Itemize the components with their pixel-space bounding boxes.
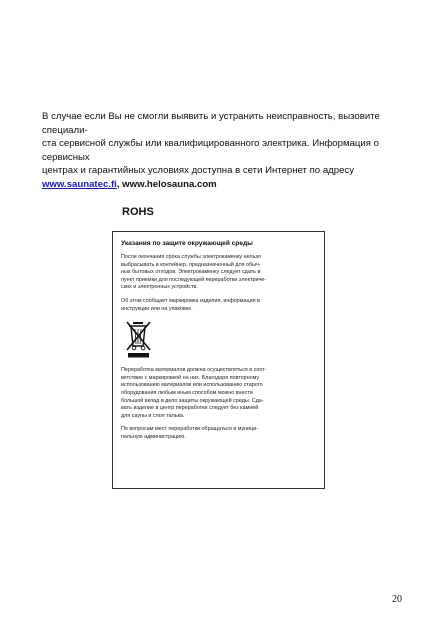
link-separator: , bbox=[116, 178, 120, 190]
para1-line: ных бытовых отходов. Электрокаменку следует сдать в bbox=[121, 269, 261, 276]
para3-line: использованию материалов или использованию старого bbox=[121, 382, 263, 389]
intro-text bbox=[42, 110, 414, 191]
para3-line: Переработка материалов должна осуществляться в соот- bbox=[121, 367, 267, 374]
environment-para-1 bbox=[121, 254, 314, 292]
para3-line: вать изделие в центр переработки следует без камней bbox=[121, 405, 259, 412]
environment-para-3 bbox=[121, 367, 314, 420]
para4-line: По вопросам мест переработки обращаться в муници- bbox=[121, 426, 259, 433]
para4-line: пальную администрацию. bbox=[121, 433, 186, 440]
para1-line: ских и электронных устройств. bbox=[121, 284, 198, 291]
intro-line-3: центрах и гарантийных условиях доступна в сети Интернет по адресу bbox=[42, 165, 355, 176]
environment-para-4 bbox=[121, 426, 314, 441]
para1-line: После окончания срока службы электрокаменку нельзя bbox=[121, 254, 261, 260]
para2-line: инструкции или на упаковке. bbox=[121, 305, 193, 312]
para3-line: для сауны и слоя талька. bbox=[121, 412, 185, 419]
para1-line: выбрасывать в контейнер, предназначенный для обыч- bbox=[121, 261, 261, 268]
intro-line-2: ста сервисной службы или квалифицированного электрика. Информация о сервисных bbox=[42, 138, 379, 163]
environment-notice-title: Указания по защите окружающей среды bbox=[121, 240, 253, 247]
saunatec-link[interactable]: www.saunatec.fi bbox=[42, 178, 117, 190]
helosauna-link[interactable]: www.helosauna.com bbox=[122, 178, 217, 190]
weee-crossed-bin-icon bbox=[125, 319, 153, 359]
rohs-heading: ROHS bbox=[122, 206, 154, 218]
intro-line-1: В случае если Вы не смогли выявить и устранить неисправность, вызовите специали- bbox=[42, 111, 380, 136]
environment-notice-box bbox=[112, 231, 325, 489]
page-number: 20 bbox=[392, 594, 402, 605]
para3-line: ветствие с маркировкой на них. Благодаря повторному bbox=[121, 374, 260, 381]
para1-line: пункт приемки для последующей переработки электриче- bbox=[121, 276, 267, 283]
para3-line: оборудования любым иным способом можно внести bbox=[121, 389, 253, 396]
para3-line: большой вклад в дело защиты окружающей среды. Сда- bbox=[121, 397, 264, 404]
para2-line: Об этом сообщает маркировка изделия, информация в bbox=[121, 297, 260, 304]
environment-para-2 bbox=[121, 298, 314, 313]
intro-links bbox=[42, 178, 414, 192]
